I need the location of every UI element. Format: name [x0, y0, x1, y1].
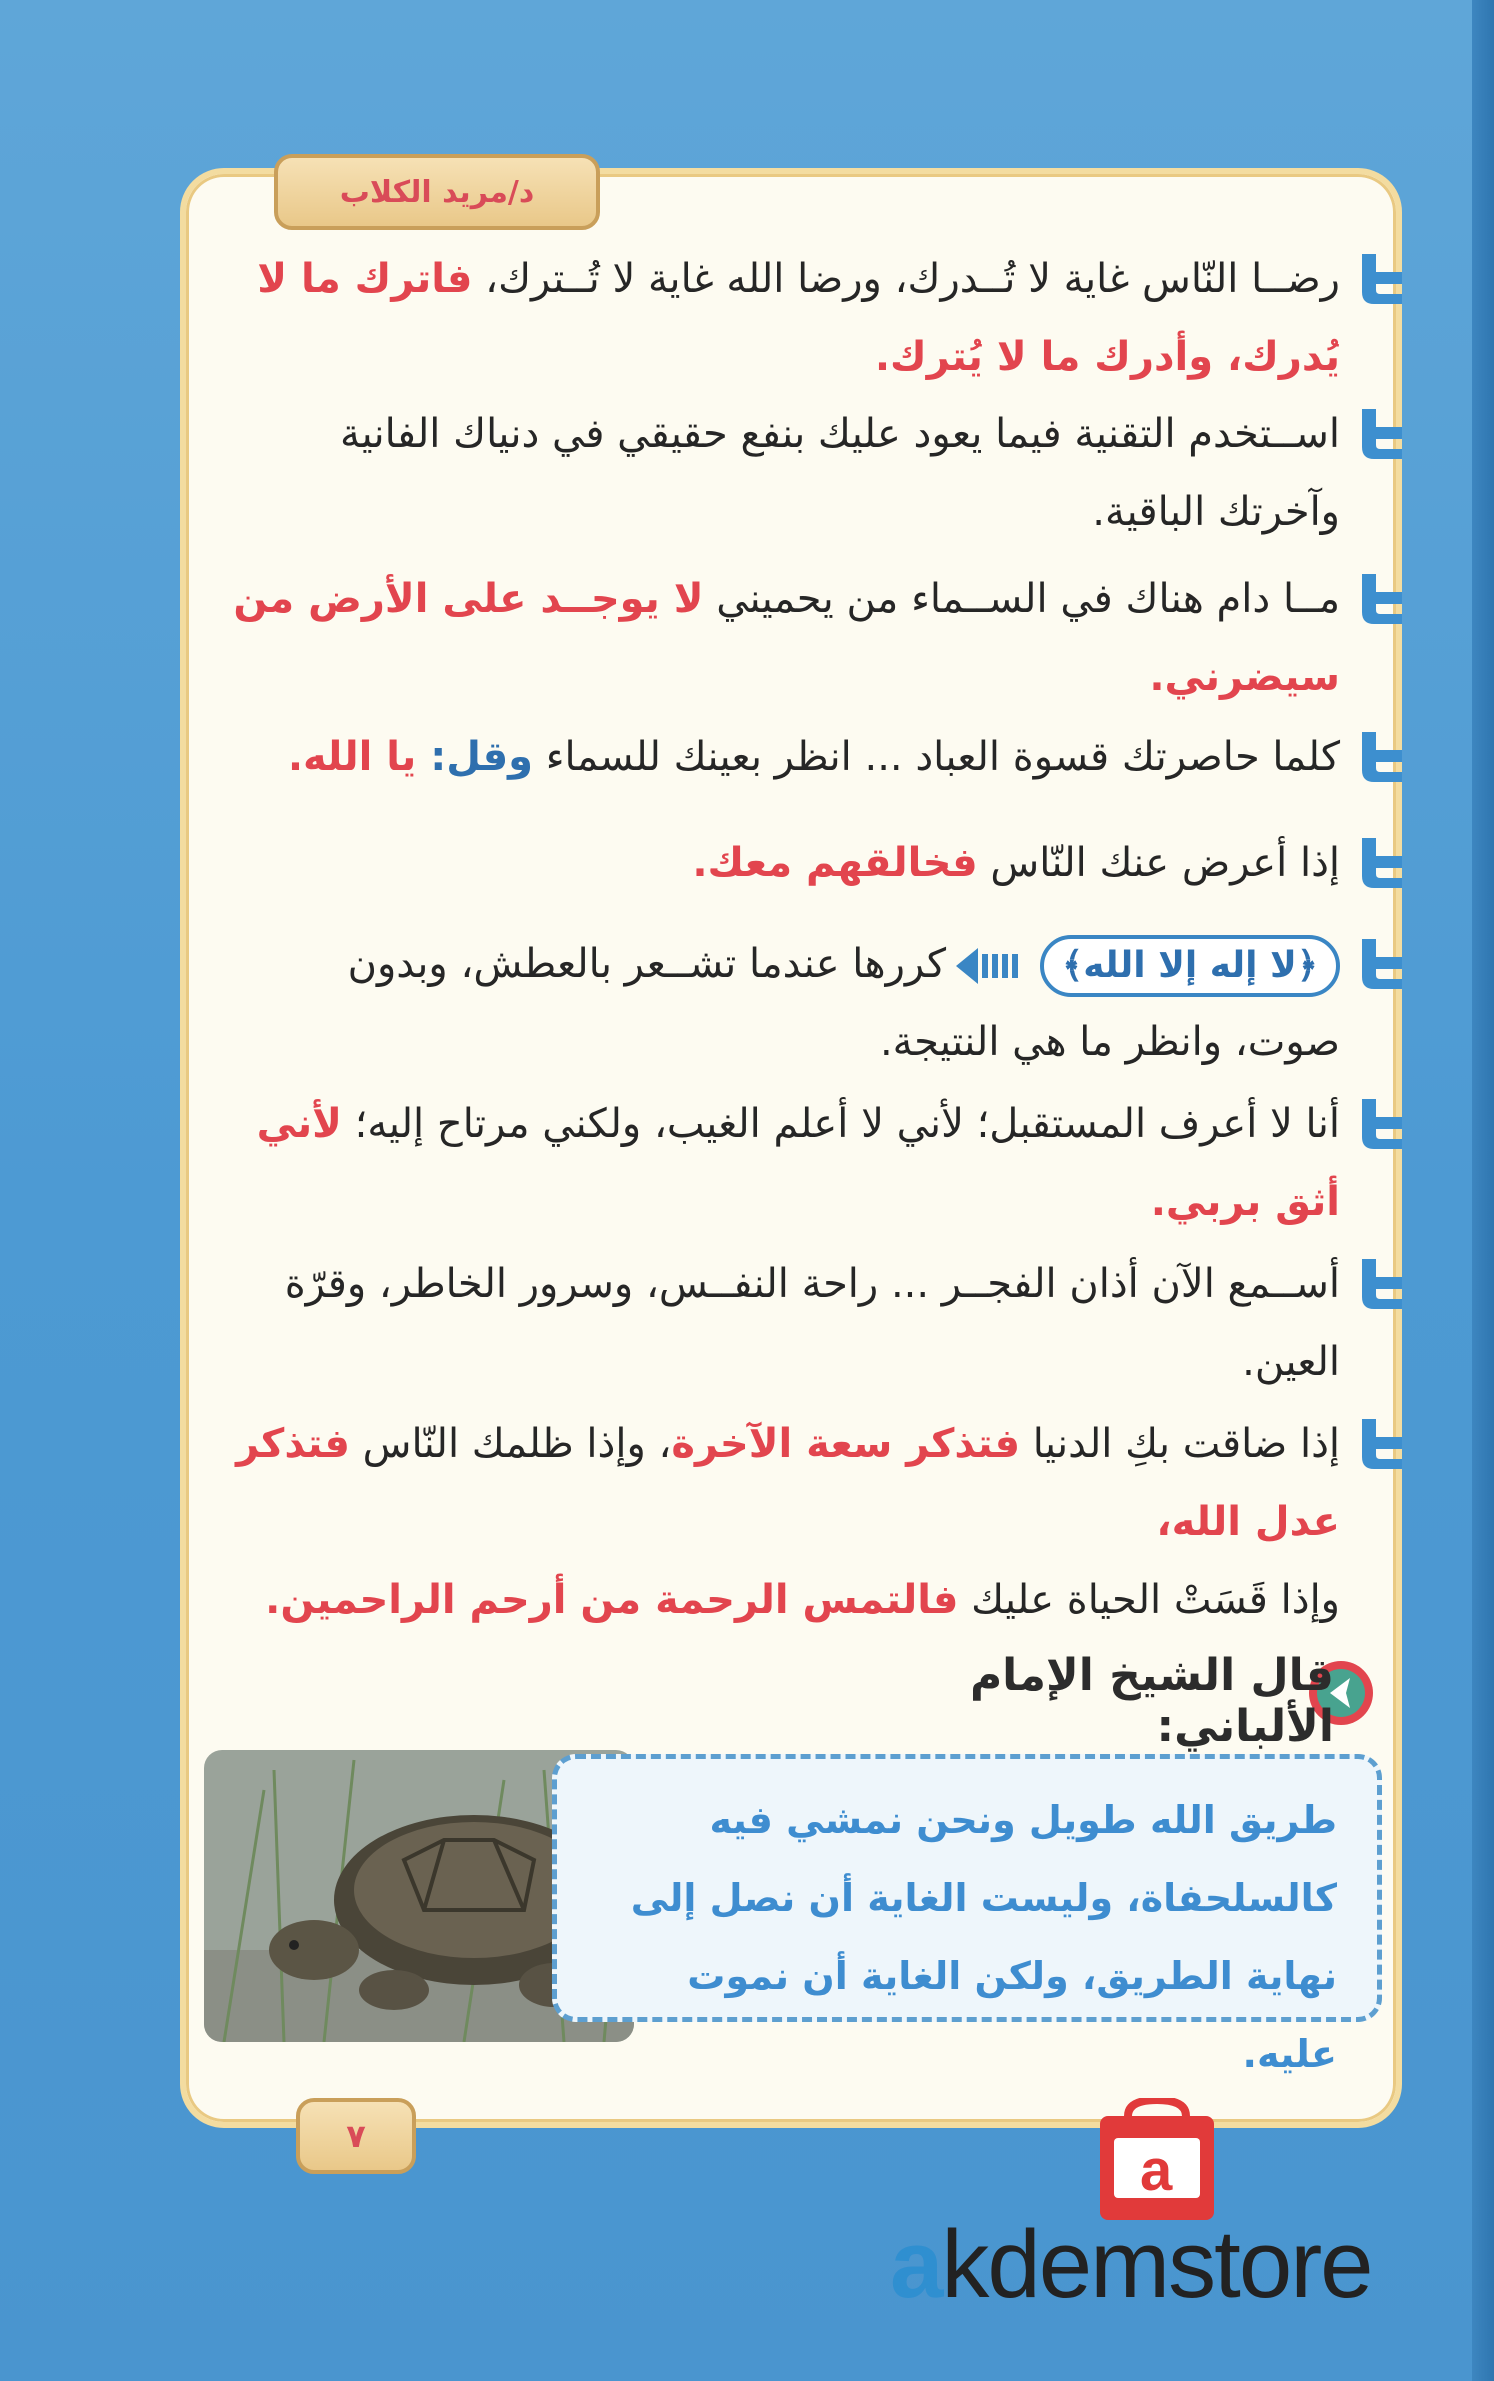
tweet-entry — [200, 240, 1340, 396]
tweet-entry — [200, 1085, 1340, 1241]
tweet-entry — [200, 718, 1340, 796]
entry-line — [200, 1561, 1340, 1639]
body-text: إذا ضاقت بكِ الدنيا — [1020, 1421, 1340, 1467]
entry-line — [200, 395, 1340, 473]
entry-line — [200, 718, 1340, 796]
entry-line — [200, 1163, 1340, 1241]
highlight-blue-text: وقل: — [416, 734, 533, 780]
quote-line: طريق الله طويل ونحن نمشي فيه — [709, 1798, 1337, 1842]
tweet-entry — [200, 824, 1340, 902]
highlight-red-text: لا يوجــد على الأرض من — [233, 576, 704, 622]
highlight-red-text: سيضرني. — [1149, 654, 1340, 700]
tweet-entry — [200, 560, 1340, 716]
body-text: مــا دام هناك في الســماء من يحميني — [703, 576, 1340, 622]
body-text: كررها عندما تشــعر بالعطش، وبدون — [347, 941, 946, 987]
twitter-bird-t-icon — [1354, 728, 1410, 784]
highlight-red-text: فالتمس الرحمة من أرحم الراحمين. — [265, 1577, 959, 1623]
book-spine — [1472, 0, 1494, 2381]
section-title: قال الشيخ الإمام الألباني: — [814, 1650, 1334, 1761]
store-logo-icon — [1094, 2098, 1220, 2224]
highlight-red-text: أثق بربي. — [1150, 1179, 1340, 1225]
tweet-entry — [200, 1405, 1340, 1639]
arrow-left-icon — [956, 946, 1026, 986]
highlight-red-text: يُدرك، وأدرك ما لا يُترك. — [874, 334, 1340, 380]
tweet-entry — [200, 925, 1340, 1081]
twitter-bird-t-icon — [1354, 405, 1410, 461]
page-number: ٧ — [296, 2098, 416, 2174]
entry-line — [200, 1323, 1340, 1401]
twitter-bird-t-icon — [1354, 250, 1410, 306]
highlight-red-text: عدل الله، — [1156, 1499, 1340, 1545]
tweet-entry — [200, 395, 1340, 551]
tawheed-badge: ﴿لا إله إلا الله﴾ — [1040, 935, 1340, 997]
entry-line — [200, 1483, 1340, 1561]
entry-line — [200, 1405, 1340, 1483]
body-text: أســمع الآن أذان الفجــر ... راحة النفــس، وسرور الخاطر، وقرّة — [284, 1261, 1340, 1307]
body-text: رضــا النّاس غاية لا تُــدرك، ورضا الله غاية لا تُــترك، — [472, 256, 1340, 302]
twitter-bird-t-icon — [1354, 1095, 1410, 1151]
highlight-red-text: فخالقهم معك. — [692, 840, 978, 886]
body-text: كلما حاصرتك قسوة العباد ... انظر بعينك للسماء — [533, 734, 1340, 780]
entry-line — [200, 318, 1340, 396]
body-text: أنا لا أعرف المستقبل؛ لأني لا أعلم الغيب، ولكني مرتاح إليه؛ — [341, 1101, 1340, 1147]
entry-line — [200, 1003, 1340, 1081]
quote-line: نهاية الطريق، ولكن الغاية أن نموت عليه. — [687, 1954, 1337, 2076]
entry-line — [200, 824, 1340, 902]
store-logo-letter: a — [1140, 2138, 1173, 2203]
highlight-red-text: يا الله. — [287, 734, 417, 780]
entry-line — [200, 638, 1340, 716]
store-name-prefix: a — [890, 2211, 942, 2318]
body-text: إذا أعرض عنك النّاس — [977, 840, 1340, 886]
entry-line — [200, 925, 1340, 1003]
twitter-bird-t-icon — [1354, 1415, 1410, 1471]
quote-box — [552, 1754, 1382, 2076]
tweet-entry — [200, 1245, 1340, 1401]
store-name-rest: kdemstore — [941, 2211, 1372, 2318]
highlight-red-text: فتذكر سعة الآخرة — [671, 1421, 1021, 1467]
body-text: ، وإذا ظلمك النّاس — [349, 1421, 672, 1467]
entry-line — [200, 473, 1340, 551]
body-text: العين. — [1242, 1339, 1340, 1385]
highlight-red-text: لأني — [256, 1101, 342, 1147]
quote-line: كالسلحفاة، وليست الغاية أن نصل إلى — [630, 1876, 1337, 1920]
entry-line — [200, 1245, 1340, 1323]
highlight-red-text: فاترك ما لا — [257, 256, 473, 302]
entry-line — [200, 240, 1340, 318]
highlight-red-text: فتذكر — [236, 1421, 350, 1467]
twitter-bird-t-icon — [1354, 935, 1410, 991]
body-text: اســتخدم التقنية فيما يعود عليك بنفع حقيقي في دنياك الفانية — [340, 411, 1340, 457]
entry-line — [200, 1085, 1340, 1163]
twitter-bird-t-icon — [1354, 1255, 1410, 1311]
body-text: وآخرتك الباقية. — [1092, 489, 1340, 535]
entry-line — [200, 560, 1340, 638]
store-name — [890, 2210, 1430, 2320]
twitter-bird-t-icon — [1354, 570, 1410, 626]
body-text: صوت، وانظر ما هي النتيجة. — [879, 1019, 1340, 1065]
twitter-bird-t-icon — [1354, 834, 1410, 890]
body-text: وإذا قَسَتْ الحياة عليك — [958, 1577, 1340, 1623]
author-tab: د/مريد الكلاب — [274, 154, 600, 230]
